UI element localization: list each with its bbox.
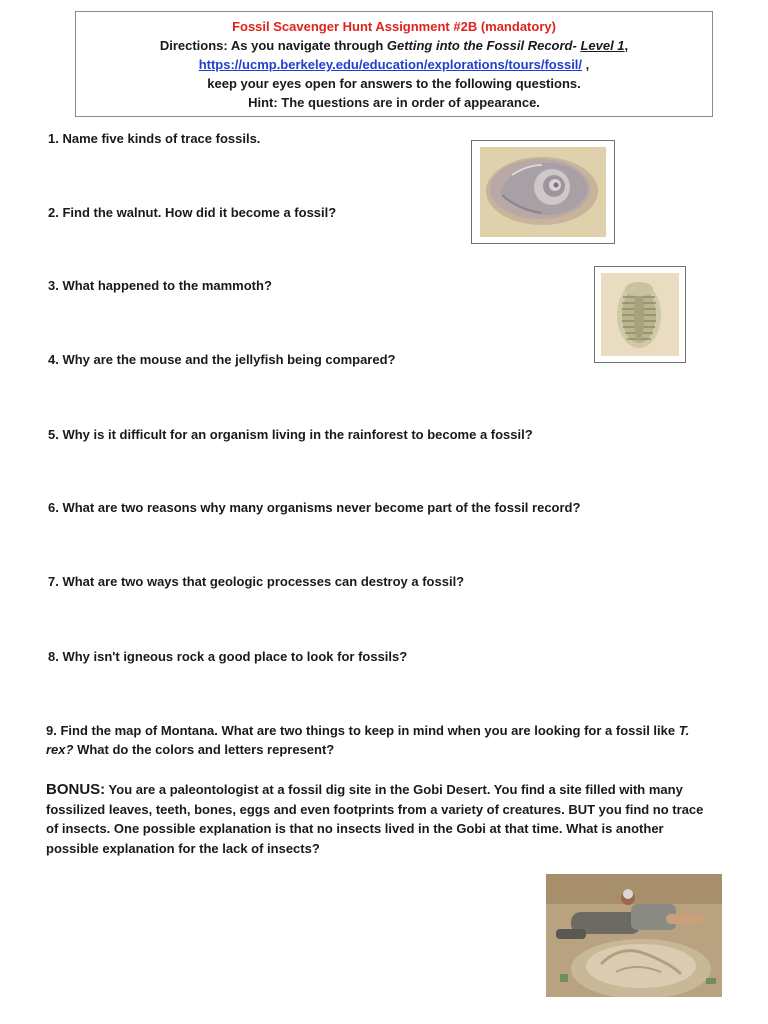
question-9-text-a: 9. Find the map of Montana. What are two things to keep in mind when you are looking for a fossil like (46, 723, 679, 738)
assignment-header (75, 11, 713, 117)
trilobite-fossil-image (594, 266, 686, 363)
ammonite-fossil-image (471, 140, 615, 244)
question-5: 5. Why is it difficult for an organism living in the rainforest to become a fossil? (48, 427, 533, 442)
directions-line-3: keep your eyes open for answers to the following questions. (207, 76, 581, 91)
link-suffix: , (582, 57, 590, 72)
fossil-tour-link[interactable]: https://ucmp.berkeley.edu/education/explorations/tours/fossil/ (198, 57, 583, 72)
directions-comma: , (624, 38, 629, 53)
bonus-question (46, 780, 706, 858)
bonus-text: You are a paleontologist at a fossil dig site in the Gobi Desert. You find a site filled with many fossilized leaves, teeth, bones, eggs and even footprints from a variety of creatures. BUT you find no trace of insects. One possible explanation is that no insects lived in the Gobi at that time. What is another possible explanation for the lack of insects? (46, 782, 704, 856)
directions-source: Getting into the Fossil Record- (386, 38, 581, 53)
dig-site-photo (546, 874, 722, 997)
question-8: 8. Why isn't igneous rock a good place to look for fossils? (48, 649, 408, 664)
question-1: 1. Name five kinds of trace fossils. (48, 131, 261, 146)
bonus-label: BONUS: (46, 781, 106, 798)
directions-level: Level 1 (580, 38, 625, 53)
question-9-trex: T. rex? (46, 723, 690, 757)
question-4: 4. Why are the mouse and the jellyfish being compared? (48, 352, 396, 367)
link-line (76, 55, 712, 74)
question-2: 2. Find the walnut. How did it become a fossil? (48, 205, 337, 220)
assignment-title: Fossil Scavenger Hunt Assignment #2B (mandatory) (232, 19, 556, 34)
question-3: 3. What happened to the mammoth? (48, 278, 272, 293)
hint-line: Hint: The questions are in order of appearance. (248, 95, 540, 110)
directions-prefix: Directions: As you navigate through (159, 38, 387, 53)
question-6: 6. What are two reasons why many organisms never become part of the fossil record? (48, 500, 581, 515)
question-9-text-b: What do the colors and letters represent? (73, 742, 335, 757)
question-9 (46, 721, 716, 759)
directions-line (76, 36, 712, 55)
question-7: 7. What are two ways that geologic processes can destroy a fossil? (48, 574, 465, 589)
